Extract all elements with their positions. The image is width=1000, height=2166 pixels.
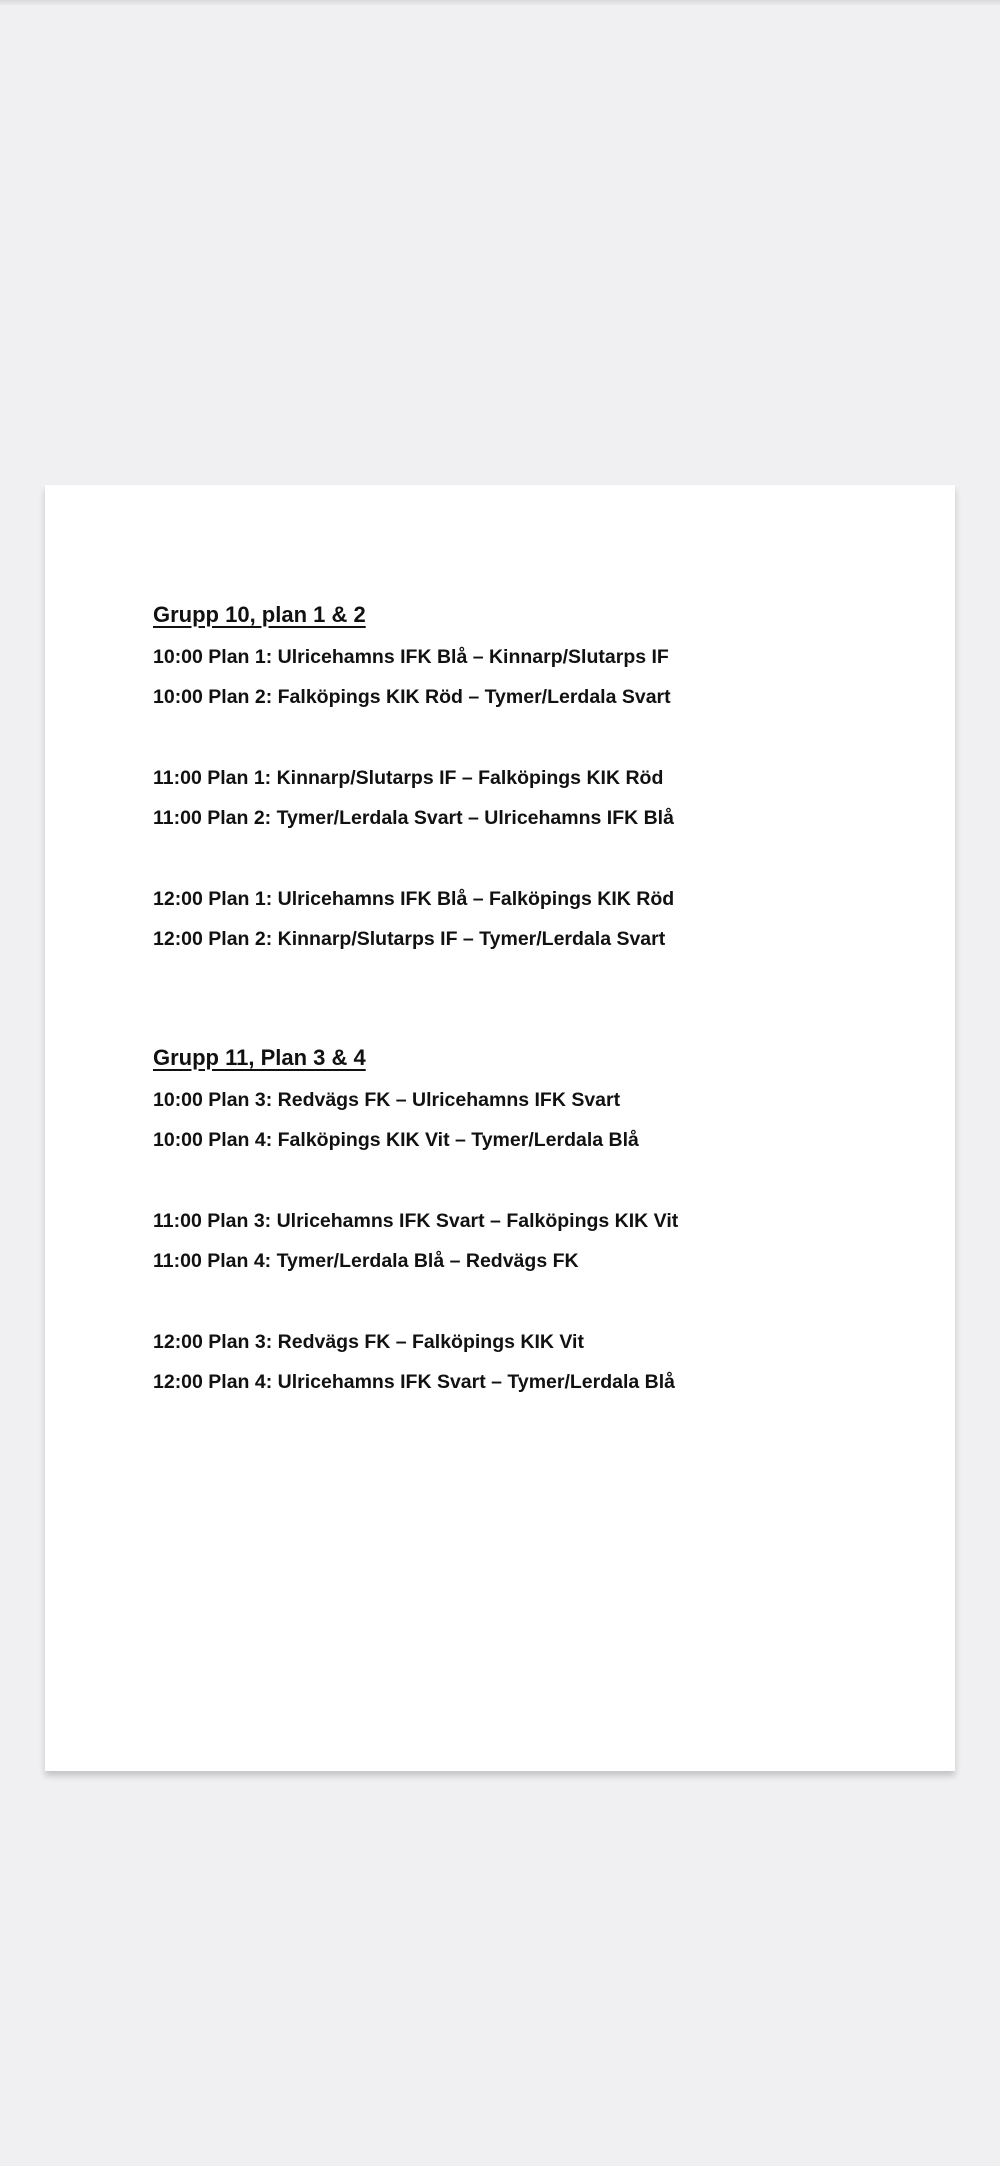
match-line: 10:00 Plan 1: Ulricehamns IFK Blå – Kinnarp/Slutarps IF <box>153 646 669 668</box>
page-content <box>153 593 873 1402</box>
match-line: 11:00 Plan 4: Tymer/Lerdala Blå – Redvägs FK <box>153 1250 579 1272</box>
match-line: 12:00 Plan 3: Redvägs FK – Falköpings KIK Vit <box>153 1331 584 1353</box>
group-heading: Grupp 11, Plan 3 & 4 <box>153 1045 366 1070</box>
match-line: 11:00 Plan 3: Ulricehamns IFK Svart – Falköpings KIK Vit <box>153 1210 679 1232</box>
match-line: 10:00 Plan 3: Redvägs FK – Ulricehamns IFK Svart <box>153 1089 621 1111</box>
match-line: 12:00 Plan 2: Kinnarp/Slutarps IF – Tymer/Lerdala Svart <box>153 928 666 950</box>
group-heading: Grupp 10, plan 1 & 2 <box>153 602 366 627</box>
group-section <box>153 1036 873 1402</box>
match-line: 10:00 Plan 2: Falköpings KIK Röd – Tymer/Lerdala Svart <box>153 686 671 708</box>
group-section <box>153 593 873 959</box>
viewer-top-edge <box>0 0 1000 6</box>
match-line: 11:00 Plan 2: Tymer/Lerdala Svart – Ulricehamns IFK Blå <box>153 807 674 829</box>
match-line: 12:00 Plan 1: Ulricehamns IFK Blå – Falköpings KIK Röd <box>153 888 675 910</box>
match-line: 12:00 Plan 4: Ulricehamns IFK Svart – Tymer/Lerdala Blå <box>153 1371 676 1393</box>
match-line: 10:00 Plan 4: Falköpings KIK Vit – Tymer/Lerdala Blå <box>153 1129 639 1151</box>
document-page <box>45 485 955 1771</box>
match-line: 11:00 Plan 1: Kinnarp/Slutarps IF – Falköpings KIK Röd <box>153 767 664 789</box>
